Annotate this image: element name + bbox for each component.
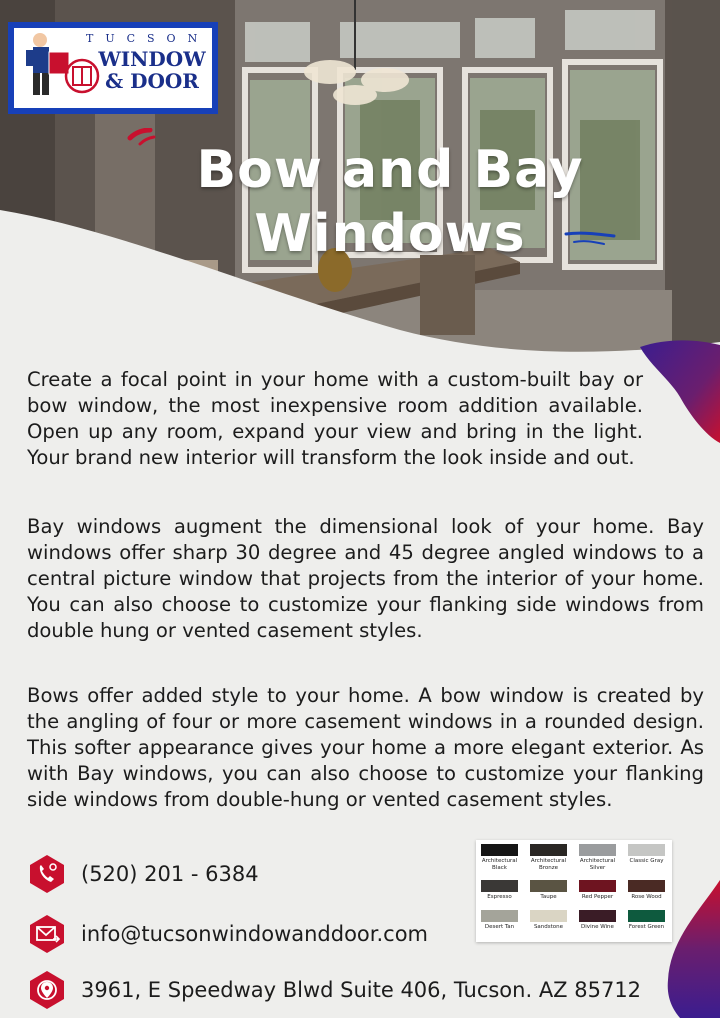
swatch-label: Architectural Silver xyxy=(579,858,616,871)
swatch-chip xyxy=(628,880,665,892)
phone-icon xyxy=(27,854,67,894)
swatch xyxy=(628,910,665,931)
swatch-chip xyxy=(530,880,567,892)
swatch-label: Forest Green xyxy=(628,924,665,930)
swatch xyxy=(530,910,567,931)
swatch-label: Classic Gray xyxy=(629,858,664,864)
logo-line2: & DOOR xyxy=(105,69,199,93)
swatch-chip xyxy=(530,910,567,922)
swatch-chip xyxy=(628,910,665,922)
logo-top-text: TUCSON xyxy=(86,32,210,45)
address-contact[interactable] xyxy=(27,970,641,1010)
swatch-label: Architectural Black xyxy=(481,858,518,871)
bow-windows-paragraph: Bows offer added style to your home. A bow window is created by the angling of four or more casement windows in a rounded design. This softer appearance gives your home a more elegant exterior. As with Bay windows, you can also choose to customize your flanking side windows from double-hung or vented casement styles. xyxy=(27,684,704,811)
title-line1: Bow and Bay xyxy=(196,140,584,200)
swatch-label: Divine Wine xyxy=(581,924,614,930)
email-icon xyxy=(27,914,67,954)
swatch-chip xyxy=(481,910,518,922)
swatch xyxy=(579,880,616,901)
logo-line1: WINDOW xyxy=(98,47,206,71)
phone-number: (520) 201 - 6384 xyxy=(81,862,259,886)
swatch-chip xyxy=(579,844,616,856)
swatch-label: Desert Tan xyxy=(484,924,515,930)
color-swatch-chart xyxy=(476,840,672,942)
phone-contact[interactable] xyxy=(27,854,259,894)
bay-windows-paragraph: Bay windows augment the dimensional look of your home. Bay windows offer sharp 30 degree and 45 degree angled windows to a central picture window that projects from the interior of your home. You can also choose to customize your flanking side windows from double hung or vented casement styles. xyxy=(27,515,704,642)
swatch xyxy=(579,844,616,872)
swatch xyxy=(530,844,567,872)
intro-paragraph: Create a focal point in your home with a custom-built bay or bow window, the most inexpensive room addition available. Open up any room, expand your view and bring in the light. Your brand new interior will transform the look inside and out. xyxy=(27,368,643,469)
swatch-chip xyxy=(481,844,518,856)
logo-wordmark xyxy=(92,48,212,92)
swatch-label: Taupe xyxy=(540,894,557,900)
decorative-blob-top-right xyxy=(630,335,720,445)
swatch-label: Sandstone xyxy=(533,924,564,930)
swatch-chip xyxy=(579,910,616,922)
street-address: 3961, E Speedway Blwd Suite 406, Tucson. AZ 85712 xyxy=(81,978,642,1002)
company-logo[interactable] xyxy=(8,22,218,114)
swatch xyxy=(628,880,665,901)
title-line2: Windows xyxy=(254,204,526,264)
swatch-label: Rose Wood xyxy=(631,894,662,900)
swatch xyxy=(530,880,567,901)
swatch-label: Architectural Bronze xyxy=(530,858,567,871)
email-contact[interactable] xyxy=(27,914,428,954)
swatch xyxy=(481,910,518,931)
location-icon xyxy=(27,970,67,1010)
swatch-chip xyxy=(481,880,518,892)
swatch xyxy=(481,844,518,872)
swatch-label: Espresso xyxy=(487,894,512,900)
swatch xyxy=(481,880,518,901)
swatch-chip xyxy=(530,844,567,856)
swatch xyxy=(579,910,616,931)
swatch-label: Red Pepper xyxy=(581,894,614,900)
email-address: info@tucsonwindowanddoor.com xyxy=(81,922,429,946)
swatch-chip xyxy=(628,844,665,856)
swatch xyxy=(628,844,665,865)
logo-panel xyxy=(14,28,212,108)
swatch-chip xyxy=(579,880,616,892)
page-title xyxy=(140,138,640,266)
